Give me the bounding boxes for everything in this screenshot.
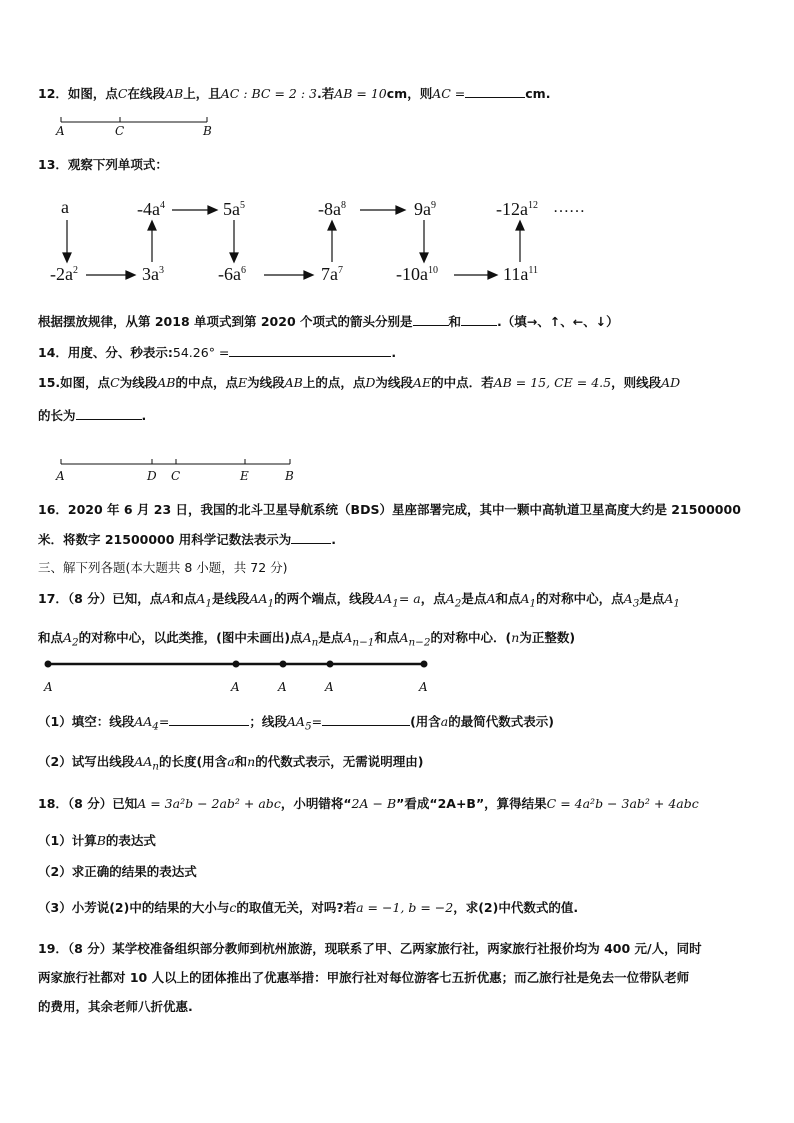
q14-answer-blank[interactable] [229,343,391,357]
q17-score: （8 分） [67,591,113,606]
q16-text: 2020 年 6 月 23 日，我国的北斗卫星导航系统（BDS）星座部署完成，其中一颗中高轨道卫星高度大约是 21500000 [67,502,741,517]
q15-answer-blank[interactable] [76,406,142,420]
q13-term [414,199,436,220]
q17-text: （2）试写出线段 [38,754,135,769]
q15-segment [61,459,290,464]
q18-text: ，小明错将“ [280,796,352,811]
q13-term [137,199,165,220]
q17-var: AA [374,591,393,606]
q16-text: 米．将数字 21500000 用科学记数法表示为 [38,532,292,547]
q17-label-a2: A [278,680,287,694]
q17-part2 [38,753,423,776]
q13-exp: 11 [528,265,538,276]
q17-var: A [399,630,409,645]
arrow-down [63,253,71,262]
q18-expr-c: C = 4a²b − 3ab² + 4abc [546,796,699,811]
arrow-right [396,206,405,214]
q14-end: . [391,345,397,360]
q16-line-2 [38,530,336,549]
q17-var: A [520,591,530,606]
q13-exp: 10 [427,265,438,276]
q17-var: AA [134,714,153,729]
q16-answer-blank[interactable] [291,530,331,544]
q17-var: AA [134,754,153,769]
q13-coef: 9a [414,199,431,219]
q17-label-a4: A [419,680,428,694]
q17-line-2 [38,629,575,652]
q15-number: 15. [38,375,61,390]
q18-text: 已知 [112,796,138,811]
q15-label-a: A [56,469,65,483]
q17-text: 和点 [38,630,64,645]
q15-text: 为线段 [375,375,413,390]
q14-line [38,343,396,362]
q17-var: A [623,591,633,606]
q15-var: AD [661,375,681,390]
q13-hint: .（填→、↑、←、↓） [497,314,619,329]
q17-label-a: A [44,680,53,694]
q18-var: c [229,900,237,915]
arrow-right [304,271,313,279]
q17-sub: 4 [152,720,159,733]
q12-var: C [117,86,128,101]
q15-text: 为线段 [119,375,158,390]
q17-var: A [486,591,496,606]
q17-text: （1）填空：线段 [38,714,135,729]
q17-sub: n−2 [408,636,431,649]
q17-text: 的对称中心，点 [536,591,624,606]
q13-and: 和 [448,314,462,329]
q16-line-1 [38,501,741,519]
q17-sub: 5 [304,720,312,733]
q15-label-b: B [285,469,294,483]
q13-term [496,199,538,220]
q17-text: 是线段 [211,591,250,606]
q15-end: . [141,408,147,423]
q18-text: （3）小芳说(2)中的结果的大小与 [38,900,230,915]
q14-expr: 54.26° = [172,345,230,360]
q13-coef: -4a [137,199,160,219]
q12-label-c: C [115,124,125,138]
q13-coef: -10a [396,264,428,284]
q13-coef: 11a [503,264,529,284]
q18-part1 [38,832,156,850]
q17-text: 和点 [171,591,197,606]
q18-expr-a: A = 3a²b − 2ab² + abc [137,796,281,811]
q13-arrows [63,206,524,279]
q13-term [142,264,164,285]
q17-text: ；线段 [249,714,287,729]
q13-coef: -12a [496,199,528,219]
q17-eq: = [158,714,170,729]
q13-answer-blank-1[interactable] [413,312,449,326]
q17-part1 [38,712,554,736]
q15-label-e: E [240,469,249,483]
q19-line-1 [38,940,702,958]
q18-line-1 [38,795,699,813]
q17-sub: 1 [392,597,399,610]
q13-exp: 9 [431,200,436,211]
q12-text: 在线段 [127,86,166,101]
q13-exp: 12 [527,200,538,211]
q12-unit: cm [386,86,408,101]
q13-coef: 7a [321,264,338,284]
q15-text: 的长为 [38,408,76,423]
q12-text: cm. [525,86,551,101]
arrow-right [488,271,497,279]
q17-sub: 1 [529,597,537,610]
q17-text: 的代数式表示，无需说明理由) [255,754,424,769]
q17-text: 的两个端点，线段 [274,591,375,606]
q18-expr: 2A − B [351,796,397,811]
q18-number: 18． [38,796,68,811]
q17-answer-blank-2[interactable] [322,712,410,726]
q17-sub: 3 [632,597,640,610]
q15-var: AB [284,375,303,390]
q17-sub: 1 [673,597,680,610]
q12-segment [61,117,207,122]
q16-number: 16． [38,502,68,517]
q17-var: A [63,630,73,645]
q17-var: n [511,630,520,645]
q13-number: 13． [38,157,68,172]
q17-var: A [162,591,172,606]
q17-text: 是点 [639,591,665,606]
q18-text: （1）计算 [38,833,97,848]
q13-coef: -2a [50,264,73,284]
q17-text: 是点 [461,591,487,606]
q19-line-3: 的费用，其余老师八折优惠. [38,999,193,1014]
q17-var: A [664,591,674,606]
q15-cond: AB = 15, CE = 4.5 [493,375,612,390]
q13-exp: 7 [338,265,343,276]
q15-label-d: D [147,469,157,483]
q13-question-text: 根据摆放规律，从第 2018 单项式到第 2020 个项式的箭头分别是 [38,314,413,329]
q15-line-1 [38,374,680,392]
q12-text: ，则 [407,86,433,101]
q13-term [396,264,438,285]
q13-coef: -6a [218,264,241,284]
q14-text: 用度、分、秒表示: [67,345,173,360]
q18-text: ，求(2)中代数式的值. [453,900,579,915]
q15-var: C [110,375,120,390]
q18-values: a = −1, b = −2 [356,900,454,915]
q17-sub: n−1 [352,636,375,649]
q13-term [503,264,538,285]
q16-end: . [331,532,337,547]
q13-exp: 8 [340,200,346,211]
q17-text: 的长度(用含 [158,754,228,769]
q17-text: 和点 [374,630,400,645]
q17-text: 是点 [318,630,344,645]
q18-part3 [38,899,578,917]
q17-var: AA [286,714,305,729]
q18-text: 的取值无关，对吗?若 [236,900,357,915]
q13-term [321,264,343,285]
q15-var: E [238,375,248,390]
q15-text: 如图，点 [60,375,111,390]
section-3-title: 三、解下列各题(本大题共 8 小题，共 72 分) [38,560,288,575]
arrow-down [230,253,238,262]
q18-text: ”看成“2A+B”，算得结果 [396,796,547,811]
q17-var: A [343,630,353,645]
q17-sub: 1 [267,597,275,610]
q17-var: A [196,591,206,606]
q18-var: B [96,833,106,848]
q13-ellipsis: …… [553,199,585,216]
q13-exp: 5 [240,200,245,211]
arrow-up [328,221,336,230]
q13-coef: a [61,197,69,217]
q17-eq: = [311,714,323,729]
q18-part2: （2）求正确的结果的表达式 [38,864,197,879]
q13-coef: 5a [223,199,240,219]
q17-answer-blank-1[interactable] [169,712,249,726]
q15-line-2 [38,406,146,425]
q17-var: a [440,714,449,729]
q12-text: .若 [316,86,335,101]
q17-sub: n [311,636,319,649]
q13-exp: 3 [159,265,164,276]
q17-text: 为正整数) [519,630,576,645]
q13-coef: -8a [318,199,341,219]
q15-text: 为线段 [247,375,285,390]
q15-text: 的中点，点 [175,375,238,390]
q17-var: A [302,630,312,645]
q13-exp: 4 [159,200,165,211]
q17-eq: = a [398,591,421,606]
q15-var: D [365,375,376,390]
q17-label-a1: A [231,680,240,694]
q12-text: 上，且 [183,86,221,101]
arrow-down [420,253,428,262]
q13-term [50,264,78,285]
q15-text: 上的点，点 [302,375,366,390]
q18-score: （8 分） [67,796,113,811]
q19-line-2: 两家旅行社都对 10 人以上的团体推出了优惠举措：甲旅行社对每位游客七五折优惠；而乙旅行社是免去一位带队老师 [38,970,690,985]
q12-label-b: B [203,124,212,138]
q12-text: 如图，点 [67,86,118,101]
q15-text: ，则线段 [611,375,662,390]
q13-exp: 2 [72,265,78,276]
q17-text: 已知，点 [112,591,163,606]
q17-var: a [227,754,235,769]
q12-var: AB [165,86,184,101]
q14-number: 14． [38,345,68,360]
q17-var: A [445,591,455,606]
q13-term [318,199,346,220]
q17-number: 17． [38,591,68,606]
q12-eq: AB = 10 [334,86,387,101]
q13-term [61,197,69,218]
q17-sub: n [152,760,159,773]
q13-question [38,312,619,331]
q17-text: 和 [234,754,248,769]
q17-line-1 [38,590,680,613]
q19-number: 19． [38,941,68,956]
q19-score: （8 分） [67,941,113,956]
q12-label-a: A [56,124,65,138]
arrow-up [516,221,524,230]
q17-text: (用含 [410,714,441,729]
arrow-up [148,221,156,230]
q17-sub: 2 [72,636,79,649]
q12-ratio: AC : BC = 2 : 3 [220,86,317,101]
q17-label-a3: A [325,680,334,694]
q15-text: 的中点．若 [431,375,494,390]
q17-var: n [247,754,256,769]
q13-coef: 3a [142,264,159,284]
q15-var: AE [412,375,432,390]
q18-text: 的表达式 [105,833,156,848]
q17-var: AA [249,591,268,606]
q17-segment [45,661,428,668]
q15-label-c: C [171,469,181,483]
q17-sub: 1 [205,597,212,610]
q19-text: 某学校准备组织部分教师到杭州旅游，现联系了甲、乙两家旅行社，两家旅行社报价均为 400 元/人，同时 [112,941,702,956]
q17-text: 的对称中心．( [430,630,512,645]
q13-term [223,199,245,220]
q12-number: 12． [38,86,68,101]
q13-answer-blank-2[interactable] [461,312,497,326]
q17-text: 的对称中心，以此类推，(图中未画出)点 [78,630,303,645]
q13-exp: 6 [240,265,246,276]
q13-term [218,264,246,285]
q13-line [38,156,168,174]
q17-text: 的最简代数式表示) [448,714,554,729]
q17-sub: 2 [454,597,462,610]
arrow-right [208,206,217,214]
q17-text: ，点 [420,591,446,606]
q17-text: 和点 [495,591,521,606]
q15-var: AB [157,375,176,390]
q12-eq: AC = [432,86,466,101]
arrow-right [126,271,135,279]
q13-title: 观察下列单项式： [67,157,168,172]
